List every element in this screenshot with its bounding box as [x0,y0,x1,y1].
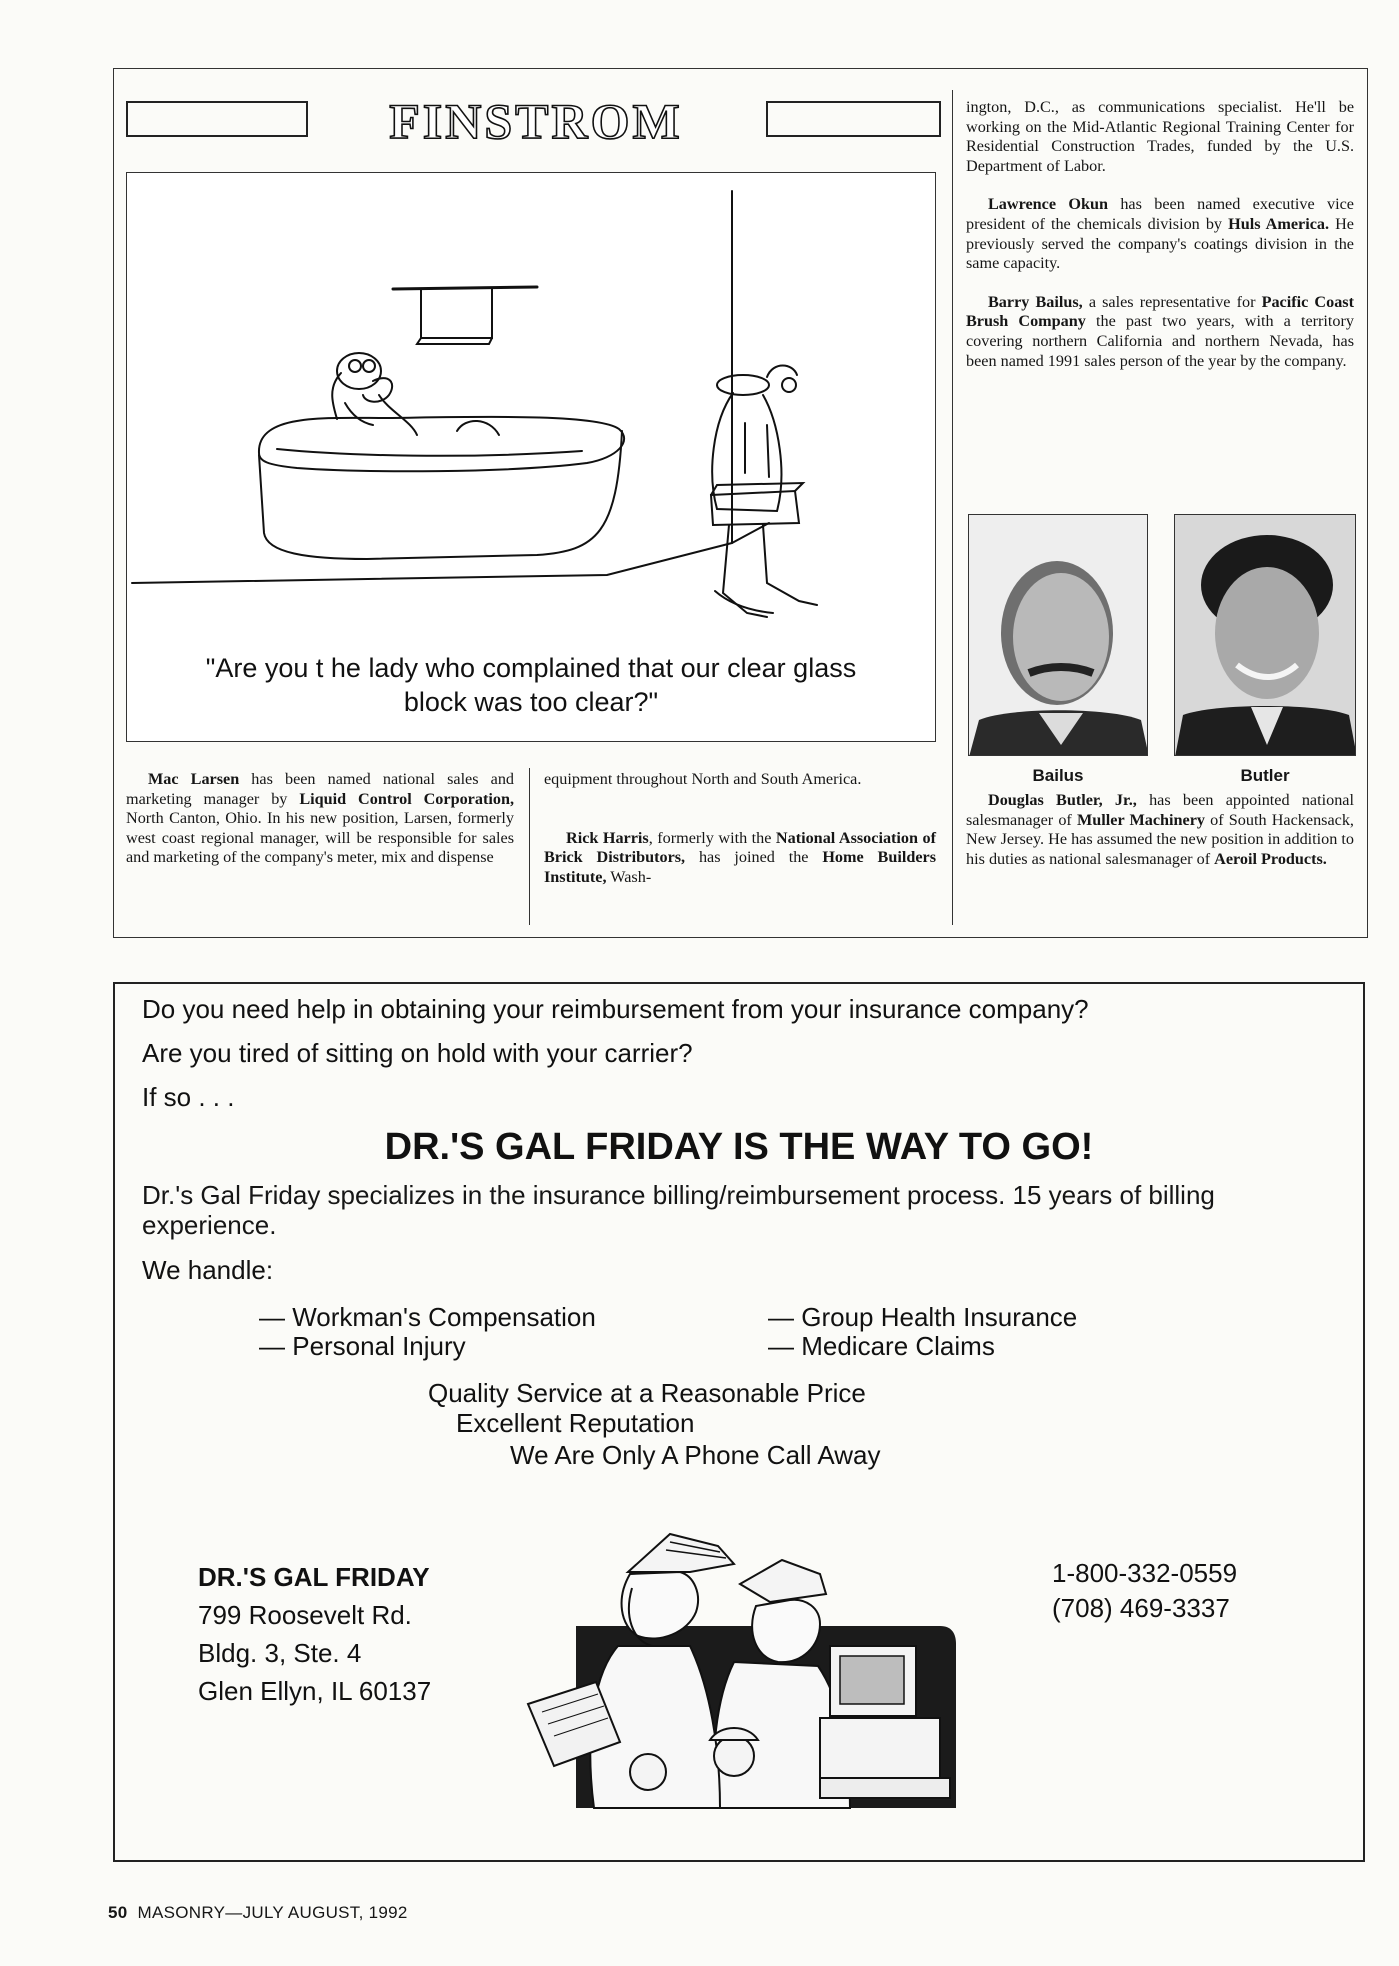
nurses-illustration [520,1528,960,1812]
butler-photo [1174,514,1356,756]
bailus-photo [968,514,1148,756]
aeroil-company: Aeroil Products. [1214,849,1327,868]
harris-text-3: Wash- [606,867,652,886]
larsen-name: Mac Larsen [148,770,240,788]
bailus-text-1: a sales representative for [1082,292,1262,311]
butler-name: Douglas Butler, Jr., [988,791,1137,809]
okun-paragraph [966,195,1354,273]
ad-question-2: Are you tired of sitting on hold with your carrier? [142,1038,693,1068]
okun-text-2: He previously served the company's coatings division in the same capacity. [966,214,1354,273]
nurses-computer-icon [520,1528,960,1812]
larsen-continuation: equipment throughout North and South America. [544,770,862,788]
okun-name: Lawrence Okun [988,195,1108,214]
harris-name: Rick Harris [566,828,649,847]
article-column-1 [126,770,514,868]
article-column-3-top [966,98,1354,371]
ad-question-1: Do you need help in obtaining your reimbursement from your insurance company? [142,994,1089,1024]
ad-if-so: If so . . . [142,1082,235,1112]
article-column-3-bottom [966,791,1354,869]
ad-address-line-2: Bldg. 3, Ste. 4 [198,1638,362,1668]
harris-paragraph [544,829,936,888]
butler-text-1: has been appointed national salesmanager of [966,791,1354,829]
bailus-portrait-icon [969,515,1148,756]
ad-phone-tollfree: 1-800-332-0559 [1052,1558,1238,1588]
ad-tagline-quality: Quality Service at a Reasonable Price [428,1378,866,1408]
ad-description: Dr.'s Gal Friday specializes in the insurance billing/reimbursement process. 15 years of billing experience. [142,1180,1215,1240]
ad-we-handle: We handle: [142,1255,274,1285]
pacific-coast-company: Pacific Coast Brush Company [966,292,1354,331]
butler-paragraph [966,791,1354,869]
page-footer [108,1903,408,1923]
finstrom-title-bar [126,93,941,149]
title-left-box [126,101,308,137]
column-rule-2 [952,90,953,925]
butler-photo-label: Butler [1240,766,1290,785]
ad-phone-block [1052,1556,1237,1626]
butler-text-2: of South Hackensack, New Jersey. He has assumed the new position in addition to his duties as national salesmanager of [966,810,1354,868]
liquid-control-company: Liquid Control Corporation, [299,789,514,808]
caption-line-1: "Are you t he lady who complained that our clear glass [205,653,857,683]
ad-service-medicare: — Medicare Claims [768,1331,995,1361]
ad-address-line-3: Glen Ellyn, IL 60137 [198,1676,432,1706]
ad-contact-name: DR.'S GAL FRIDAY [198,1562,430,1592]
column-rule-1 [529,768,530,925]
cartoon-panel [126,172,936,742]
cartoon-caption [147,651,915,719]
caption-line-2: block was too clear?" [403,687,659,717]
muller-company: Muller Machinery [1076,810,1206,829]
ad-tagline-phone-call: We Are Only A Phone Call Away [510,1440,881,1470]
ad-address-line-1: 799 Roosevelt Rd. [198,1600,412,1630]
ad-contact-block [198,1558,431,1710]
bailus-photo-label: Bailus [1032,766,1084,785]
ad-phone-local: (708) 469-3337 [1052,1593,1230,1623]
butler-portrait-icon [1175,515,1356,756]
title-right-box [766,101,941,137]
ad-service-group-health: — Group Health Insurance [768,1302,1078,1332]
huls-company: Huls America. [1228,214,1330,233]
okun-text-1: has been named executive vice president of the chemicals division by [966,195,1354,233]
ad-service-workmans-comp: — Workman's Compensation [259,1302,596,1332]
bailus-paragraph [966,293,1354,371]
publication-name: MASONRY—JULY AUGUST, 1992 [137,1903,408,1922]
hbi-org: Home Builders Institute, [544,848,936,886]
larsen-text-2: North Canton, Ohio. In his new position, Larsen, formerly west coast regional manager, will be responsible for sales and marketing of the company's meter, mix and dispense [126,809,514,867]
harris-text-2: has joined the [685,848,823,867]
harris-continuation: ington, D.C., as communications specialist. He'll be working on the Mid-Atlantic Regional Training Center for Residential Construction Trades, funded by the U.S. Department of Labor. [966,98,1354,175]
bailus-text-2: the past two years, with a territory covering northern California and northern Nevada, has been named 1991 sales person of the year by the company. [966,312,1355,370]
page-number: 50 [108,1903,128,1922]
larsen-text-1: has been named national sales and marketing manager by [126,770,515,808]
nabd-org: National Association of Brick Distributors, [544,828,936,867]
ad-tagline-reputation: Excellent Reputation [456,1408,695,1438]
bailus-name: Barry Bailus, [988,292,1083,311]
ad-headline: DR.'S GAL FRIDAY IS THE WAY TO GO! [384,1126,1094,1168]
harris-text-1: , formerly with the [648,828,776,847]
article-column-2 [544,770,936,887]
ad-service-personal-injury: — Personal Injury [259,1331,466,1361]
cartoon-title: FINSTROM [389,93,683,149]
larsen-paragraph [126,770,514,868]
